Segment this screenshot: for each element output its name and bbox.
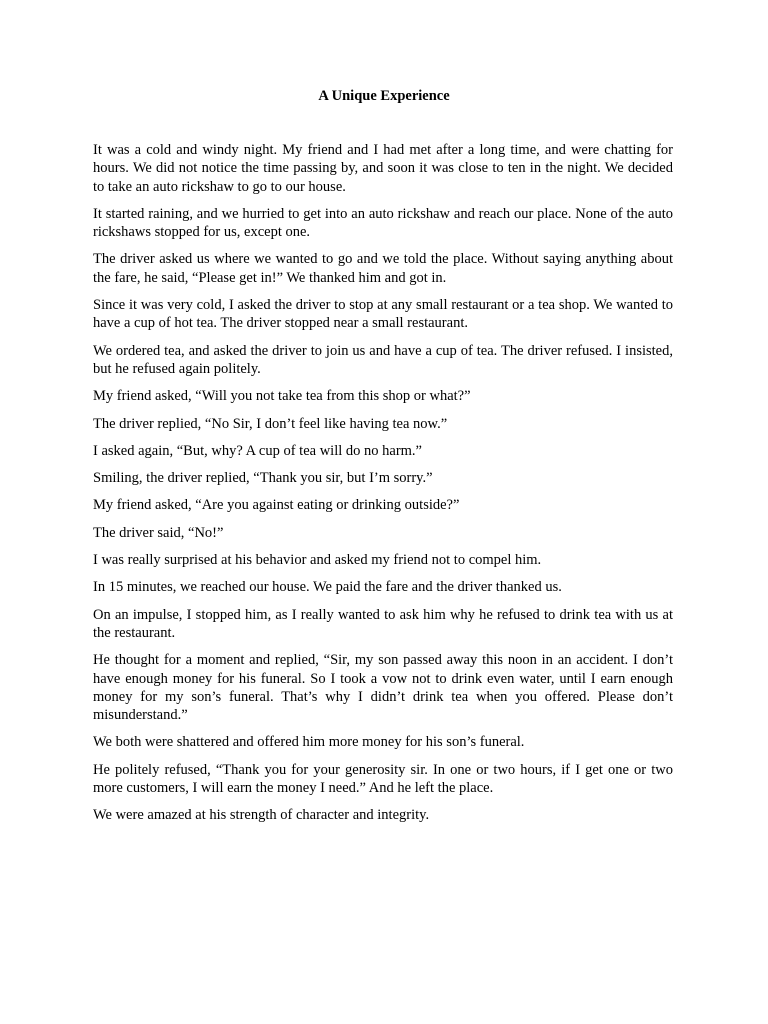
paragraph: Since it was very cold, I asked the driver to stop at any small restaurant or a tea shop. We wanted to have a cup of hot tea. The driver stopped near a small restaurant.: [93, 297, 673, 332]
paragraph: I was really surprised at his behavior and asked my friend not to compel him.: [93, 552, 542, 569]
paragraph: The driver replied, “No Sir, I don’t feel like having tea now.”: [93, 415, 448, 432]
paragraph: Smiling, the driver replied, “Thank you sir, but I’m sorry.”: [93, 470, 433, 487]
paragraph: He politely refused, “Thank you for your generosity sir. In one or two hours, if I get one or two more customers, I will earn the money I need.” And he left the place.: [93, 761, 673, 797]
paragraph: We both were shattered and offered him more money for his son’s funeral.: [93, 734, 525, 751]
paragraph: It started raining, and we hurried to get into an auto rickshaw and reach our place. None of the auto rickshaws stopped for us, except one.: [93, 205, 673, 241]
paragraph: On an impulse, I stopped him, as I really wanted to ask him why he refused to drink tea with us at the restaurant.: [93, 606, 673, 641]
document-title: A Unique Experience: [318, 88, 450, 104]
paragraph: My friend asked, “Will you not take tea from this shop or what?”: [93, 388, 471, 405]
paragraph: We were amazed at his strength of character and integrity.: [93, 807, 430, 824]
paragraph: I asked again, “But, why? A cup of tea will do no harm.”: [93, 442, 422, 459]
paragraph: The driver asked us where we wanted to go and we told the place. Without saying anything about the fare, he said, “Please get in!” We thanked him and got in.: [93, 251, 673, 286]
paragraph: In 15 minutes, we reached our house. We paid the fare and the driver thanked us.: [93, 579, 562, 596]
paragraph: The driver said, “No!”: [93, 524, 224, 541]
paragraph: We ordered tea, and asked the driver to join us and have a cup of tea. The driver refused. I insisted, but he refused again politely.: [93, 342, 673, 377]
paragraph: He thought for a moment and replied, “Sir, my son passed away this noon in an accident. I don’t have enough money for his funeral. So I took a vow not to drink even water, until I earn enough money for my son’s funeral. That’s why I didn’t drink tea when you offered. Please don’t misunderstand.”: [93, 652, 673, 724]
paragraph: It was a cold and windy night. My friend and I had met after a long time, and were chatting for hours. We did not notice the time passing by, and soon it was close to ten in the night. We decided to take an auto rickshaw to go to our house.: [93, 142, 673, 195]
paragraph: My friend asked, “Are you against eating or drinking outside?”: [93, 497, 460, 514]
document-body: [93, 141, 673, 834]
